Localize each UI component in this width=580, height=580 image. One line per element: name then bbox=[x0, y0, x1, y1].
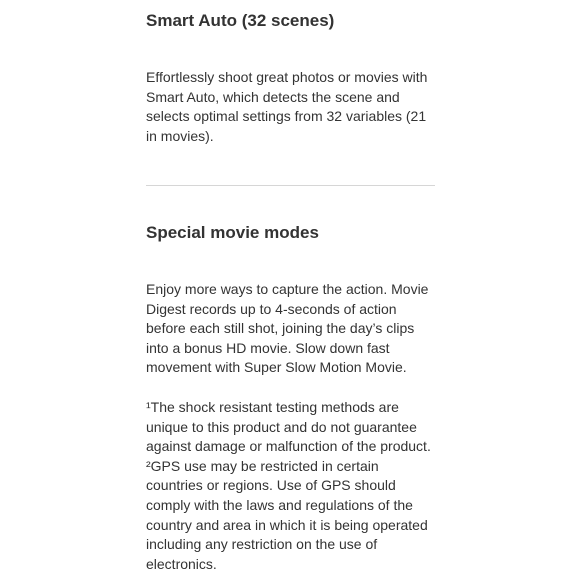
section-body-smart-auto: Effortlessly shoot great photos or movies with Smart Auto, which detects the scene and selects optimal settings from 32 variables (21 in movies). bbox=[146, 69, 428, 144]
footnote-text: ¹The shock resistant testing methods are unique to this product and do not guarantee against damage or malfunction of the product. ²GPS use may be restricted in certain countries or regions. Use of GPS should comply with the laws and regulations of the country and area in which it is being operated including any restriction on the use of electronics. bbox=[146, 399, 431, 572]
section-title-smart-auto: Smart Auto (32 scenes) bbox=[146, 11, 335, 30]
section-title-special-movie-modes: Special movie modes bbox=[146, 223, 319, 242]
section-body-special-movie-modes: Enjoy more ways to capture the action. Movie Digest records up to 4-seconds of action before each still shot, joining the day’s clips into a bonus HD movie. Slow down fast movement with Super Slow Motion Movie. bbox=[146, 281, 429, 376]
section-divider bbox=[146, 185, 435, 186]
